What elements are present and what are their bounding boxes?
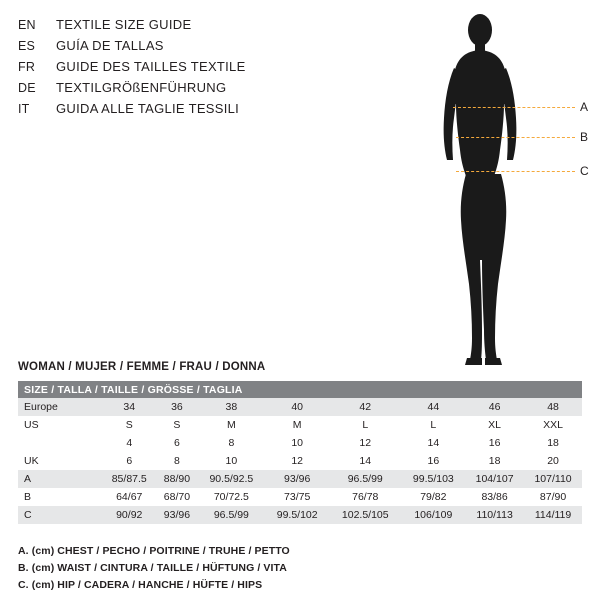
cell: M (197, 416, 265, 434)
cell: 70/72.5 (197, 488, 265, 506)
language-row (18, 56, 348, 77)
cell: 42 (329, 398, 402, 416)
cell: M (265, 416, 329, 434)
cell: 16 (402, 452, 466, 470)
row-label: A (18, 470, 102, 488)
footnote-b: B. (cm) WAIST / CINTURA / TAILLE / HÜFTUNG / VITA (18, 562, 287, 574)
cell: 79/82 (402, 488, 466, 506)
cell: 10 (265, 434, 329, 452)
cell: 34 (102, 398, 156, 416)
cell: 64/67 (102, 488, 156, 506)
language-row (18, 98, 348, 119)
guide-line-b (456, 137, 575, 138)
cell: 106/109 (402, 506, 466, 524)
guide-line-a (453, 107, 575, 108)
table-row (18, 398, 582, 416)
cell: 36 (156, 398, 197, 416)
language-code: ES (18, 39, 36, 53)
footnote-a: A. (cm) CHEST / PECHO / POITRINE / TRUHE / PETTO (18, 545, 290, 557)
cell: 93/96 (265, 470, 329, 488)
language-row (18, 14, 348, 35)
cell: 73/75 (265, 488, 329, 506)
cell: 4 (102, 434, 156, 452)
cell: S (102, 416, 156, 434)
cell: 46 (465, 398, 524, 416)
language-title: TEXTILGRÖßENFÜHRUNG (56, 80, 227, 95)
row-label (18, 434, 102, 452)
row-label: US (18, 416, 102, 434)
cell: 107/110 (524, 470, 582, 488)
cell: 12 (265, 452, 329, 470)
language-row (18, 77, 348, 98)
cell: 99.5/103 (402, 470, 466, 488)
cell: 87/90 (524, 488, 582, 506)
cell: 83/86 (465, 488, 524, 506)
cell: 38 (197, 398, 265, 416)
cell: 76/78 (329, 488, 402, 506)
row-label: C (18, 506, 102, 524)
row-label: B (18, 488, 102, 506)
language-code: IT (18, 102, 30, 116)
cell: 68/70 (156, 488, 197, 506)
guide-label-c: C (580, 164, 589, 178)
cell: 96.5/99 (197, 506, 265, 524)
cell: 14 (402, 434, 466, 452)
guide-label-a: A (580, 100, 589, 114)
cell: 88/90 (156, 470, 197, 488)
table-band-row (18, 381, 582, 398)
table-row (18, 452, 582, 470)
cell: 6 (102, 452, 156, 470)
cell: 104/107 (465, 470, 524, 488)
cell: XL (465, 416, 524, 434)
cell: 90/92 (102, 506, 156, 524)
language-code: EN (18, 18, 36, 32)
row-label: UK (18, 452, 102, 470)
cell: 6 (156, 434, 197, 452)
cell: 110/113 (465, 506, 524, 524)
footnote-c: C. (cm) HIP / CADERA / HANCHE / HÜFTE / HIPS (18, 579, 263, 591)
language-row (18, 35, 348, 56)
section-heading: WOMAN / MUJER / FEMME / FRAU / DONNA (18, 361, 266, 373)
row-label: Europe (18, 398, 102, 416)
cell: XXL (524, 416, 582, 434)
cell: 96.5/99 (329, 470, 402, 488)
language-code: DE (18, 81, 36, 95)
cell: 90.5/92.5 (197, 470, 265, 488)
footnotes (18, 543, 578, 594)
cell: 44 (402, 398, 466, 416)
table-row (18, 470, 582, 488)
table-row (18, 506, 582, 524)
cell: 40 (265, 398, 329, 416)
cell: 10 (197, 452, 265, 470)
cell: 85/87.5 (102, 470, 156, 488)
language-title: GUIDA ALLE TAGLIE TESSILI (56, 101, 240, 116)
language-code: FR (18, 60, 36, 74)
cell: 8 (197, 434, 265, 452)
cell: 16 (465, 434, 524, 452)
cell: 18 (465, 452, 524, 470)
cell: 12 (329, 434, 402, 452)
cell: 48 (524, 398, 582, 416)
cell: 14 (329, 452, 402, 470)
guide-line-c (456, 171, 575, 172)
cell: 18 (524, 434, 582, 452)
cell: 20 (524, 452, 582, 470)
guide-label-b: B (580, 130, 589, 144)
table-band-label: SIZE / TALLA / TAILLE / GRÖSSE / TAGLIA (18, 381, 582, 398)
table-row (18, 416, 582, 434)
table-row (18, 488, 582, 506)
language-title-block (18, 14, 348, 119)
cell: 99.5/102 (265, 506, 329, 524)
body-figure (420, 8, 590, 368)
language-title: GUIDE DES TAILLES TEXTILE (56, 59, 246, 74)
cell: L (329, 416, 402, 434)
cell: 102.5/105 (329, 506, 402, 524)
cell: 93/96 (156, 506, 197, 524)
size-table (18, 381, 582, 524)
cell: L (402, 416, 466, 434)
language-title: TEXTILE SIZE GUIDE (56, 17, 192, 32)
female-silhouette-icon (420, 8, 590, 368)
cell: S (156, 416, 197, 434)
cell: 8 (156, 452, 197, 470)
cell: 114/119 (524, 506, 582, 524)
table-row (18, 434, 582, 452)
language-title: GUÍA DE TALLAS (56, 38, 164, 53)
